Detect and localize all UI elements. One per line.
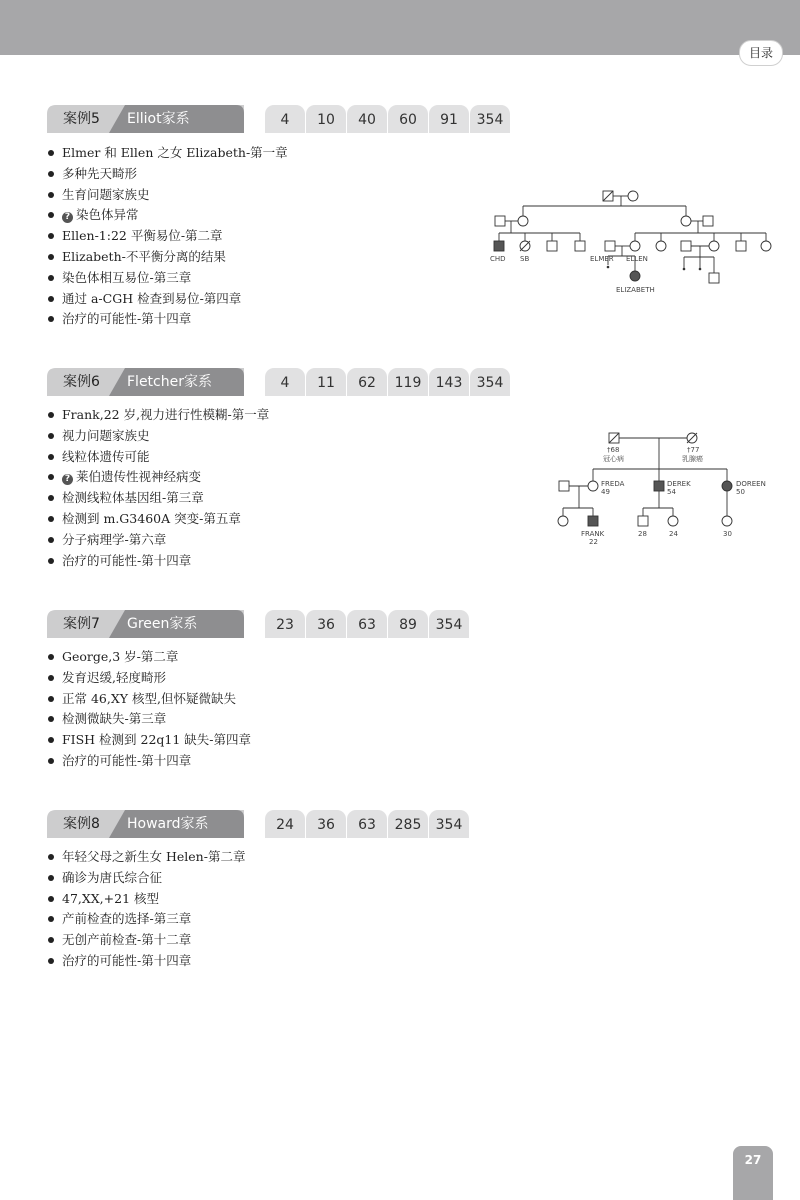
pedigree-fletcher (555, 428, 785, 553)
bullet-item: 无创产前检查-第十二章 (48, 930, 245, 951)
pedigree-label: 49 (601, 488, 610, 496)
bullet-text: 莱伯遗传性视神经病变 (76, 469, 202, 485)
bullet-item: Ellen-1:22 平衡易位-第二章 (48, 226, 288, 247)
page-ref[interactable]: 354 (429, 810, 469, 838)
bullet-item: 线粒体遗传可能 (48, 447, 269, 468)
bullet-item: 通过 a-CGH 检查到易位-第四章 (48, 289, 288, 310)
pedigree-label: 50 (736, 488, 745, 496)
pedigree-label: ELLEN (626, 255, 648, 263)
bullet-item: 分子病理学-第六章 (48, 530, 269, 551)
page-ref[interactable]: 143 (429, 368, 469, 396)
case-id: 案例7 (63, 616, 100, 632)
page-ref[interactable]: 36 (306, 610, 346, 638)
case-id: 案例6 (63, 374, 100, 390)
bullet-item: 年轻父母之新生女 Helen-第二章 (48, 847, 245, 868)
bullet-list (48, 405, 269, 571)
page-refs (265, 810, 470, 838)
page-ref[interactable]: 10 (306, 105, 346, 133)
top-banner (0, 0, 800, 55)
pedigree-label: ELMER (590, 255, 614, 263)
bullet-item: 治疗的可能性-第十四章 (48, 309, 288, 330)
bullet-item: 正常 46,XY 核型,但怀疑微缺失 (48, 689, 251, 710)
bullet-item: 检测微缺失-第三章 (48, 709, 251, 730)
page-ref[interactable]: 119 (388, 368, 428, 396)
pedigree-label: 54 (667, 488, 676, 496)
page-ref[interactable]: 89 (388, 610, 428, 638)
bullet-item: 47,XX,+21 核型 (48, 889, 245, 910)
pedigree-label: 乳腺癌 (682, 455, 703, 463)
page-ref[interactable]: 354 (470, 105, 510, 133)
bullet-item: 生育问题家族史 (48, 185, 288, 206)
page-ref[interactable]: 62 (347, 368, 387, 396)
pedigree-label: 30 (723, 530, 732, 538)
pedigree-label: ELIZABETH (616, 286, 655, 294)
pedigree-label: 28 (638, 530, 647, 538)
bullet-item: 确诊为唐氏综合征 (48, 868, 245, 889)
bullet-item: 染色体相互易位-第三章 (48, 268, 288, 289)
page-ref[interactable]: 91 (429, 105, 469, 133)
pedigree-label: FREDA (601, 480, 625, 488)
pedigree-label: DOREEN (736, 480, 766, 488)
case-name: Fletcher家系 (127, 374, 212, 390)
bullet-item: 检测线粒体基因组-第三章 (48, 488, 269, 509)
pedigree-label: 24 (669, 530, 678, 538)
case-header (47, 105, 244, 133)
page-ref[interactable]: 40 (347, 105, 387, 133)
page-refs (265, 105, 511, 133)
bullet-text: 染色体异常 (76, 207, 139, 223)
pedigree-label: SB (520, 255, 530, 263)
bullet-item: 治疗的可能性-第十四章 (48, 951, 245, 972)
page-ref[interactable]: 23 (265, 610, 305, 638)
case-header (47, 810, 244, 838)
case-header (47, 610, 244, 638)
bullet-item: 治疗的可能性-第十四章 (48, 551, 269, 572)
case-header (47, 368, 244, 396)
page-ref[interactable]: 4 (265, 105, 305, 133)
question-icon: ? (62, 474, 73, 485)
page-refs (265, 610, 470, 638)
page-ref[interactable]: 11 (306, 368, 346, 396)
pedigree-label: †68 (607, 446, 620, 454)
bullet-item (48, 467, 269, 488)
page-ref[interactable]: 24 (265, 810, 305, 838)
bullet-list (48, 647, 251, 772)
case-id: 案例5 (63, 111, 100, 127)
pedigree-label: FRANK (581, 530, 605, 538)
page-ref[interactable]: 63 (347, 610, 387, 638)
page-ref[interactable]: 354 (470, 368, 510, 396)
bullet-item: 产前检查的选择-第三章 (48, 909, 245, 930)
bullet-item: 多种先天畸形 (48, 164, 288, 185)
pedigree-label: †77 (687, 446, 700, 454)
page-refs (265, 368, 511, 396)
bullet-item: FISH 检测到 22q11 缺失-第四章 (48, 730, 251, 751)
bullet-item: Elizabeth-不平衡分离的结果 (48, 247, 288, 268)
case-name: Elliot家系 (127, 111, 190, 127)
bullet-item: 检测到 m.G3460A 突变-第五章 (48, 509, 269, 530)
case-name: Howard家系 (127, 816, 209, 832)
pedigree-elliot (485, 185, 785, 300)
case-name: Green家系 (127, 616, 198, 632)
case-id: 案例8 (63, 816, 100, 832)
bullet-item: 治疗的可能性-第十四章 (48, 751, 251, 772)
bullet-item: Frank,22 岁,视力进行性模糊-第一章 (48, 405, 269, 426)
bullet-list (48, 847, 245, 972)
pedigree-label: CHD (490, 255, 506, 263)
bullet-item: Elmer 和 Ellen 之女 Elizabeth-第一章 (48, 143, 288, 164)
page-ref[interactable]: 63 (347, 810, 387, 838)
bullet-item: George,3 岁-第二章 (48, 647, 251, 668)
bullet-item: 视力问题家族史 (48, 426, 269, 447)
page-ref[interactable]: 60 (388, 105, 428, 133)
pedigree-label: 22 (589, 538, 598, 546)
pedigree-label: 冠心病 (603, 455, 624, 463)
page-ref[interactable]: 36 (306, 810, 346, 838)
toc-tab[interactable]: 目录 (739, 40, 783, 66)
pedigree-label: DEREK (667, 480, 691, 488)
bullet-list (48, 143, 288, 330)
question-icon: ? (62, 212, 73, 223)
page-ref[interactable]: 4 (265, 368, 305, 396)
bullet-item (48, 205, 288, 226)
bullet-item: 发育迟缓,轻度畸形 (48, 668, 251, 689)
page-number: 27 (733, 1146, 773, 1200)
page-ref[interactable]: 354 (429, 610, 469, 638)
page-ref[interactable]: 285 (388, 810, 428, 838)
